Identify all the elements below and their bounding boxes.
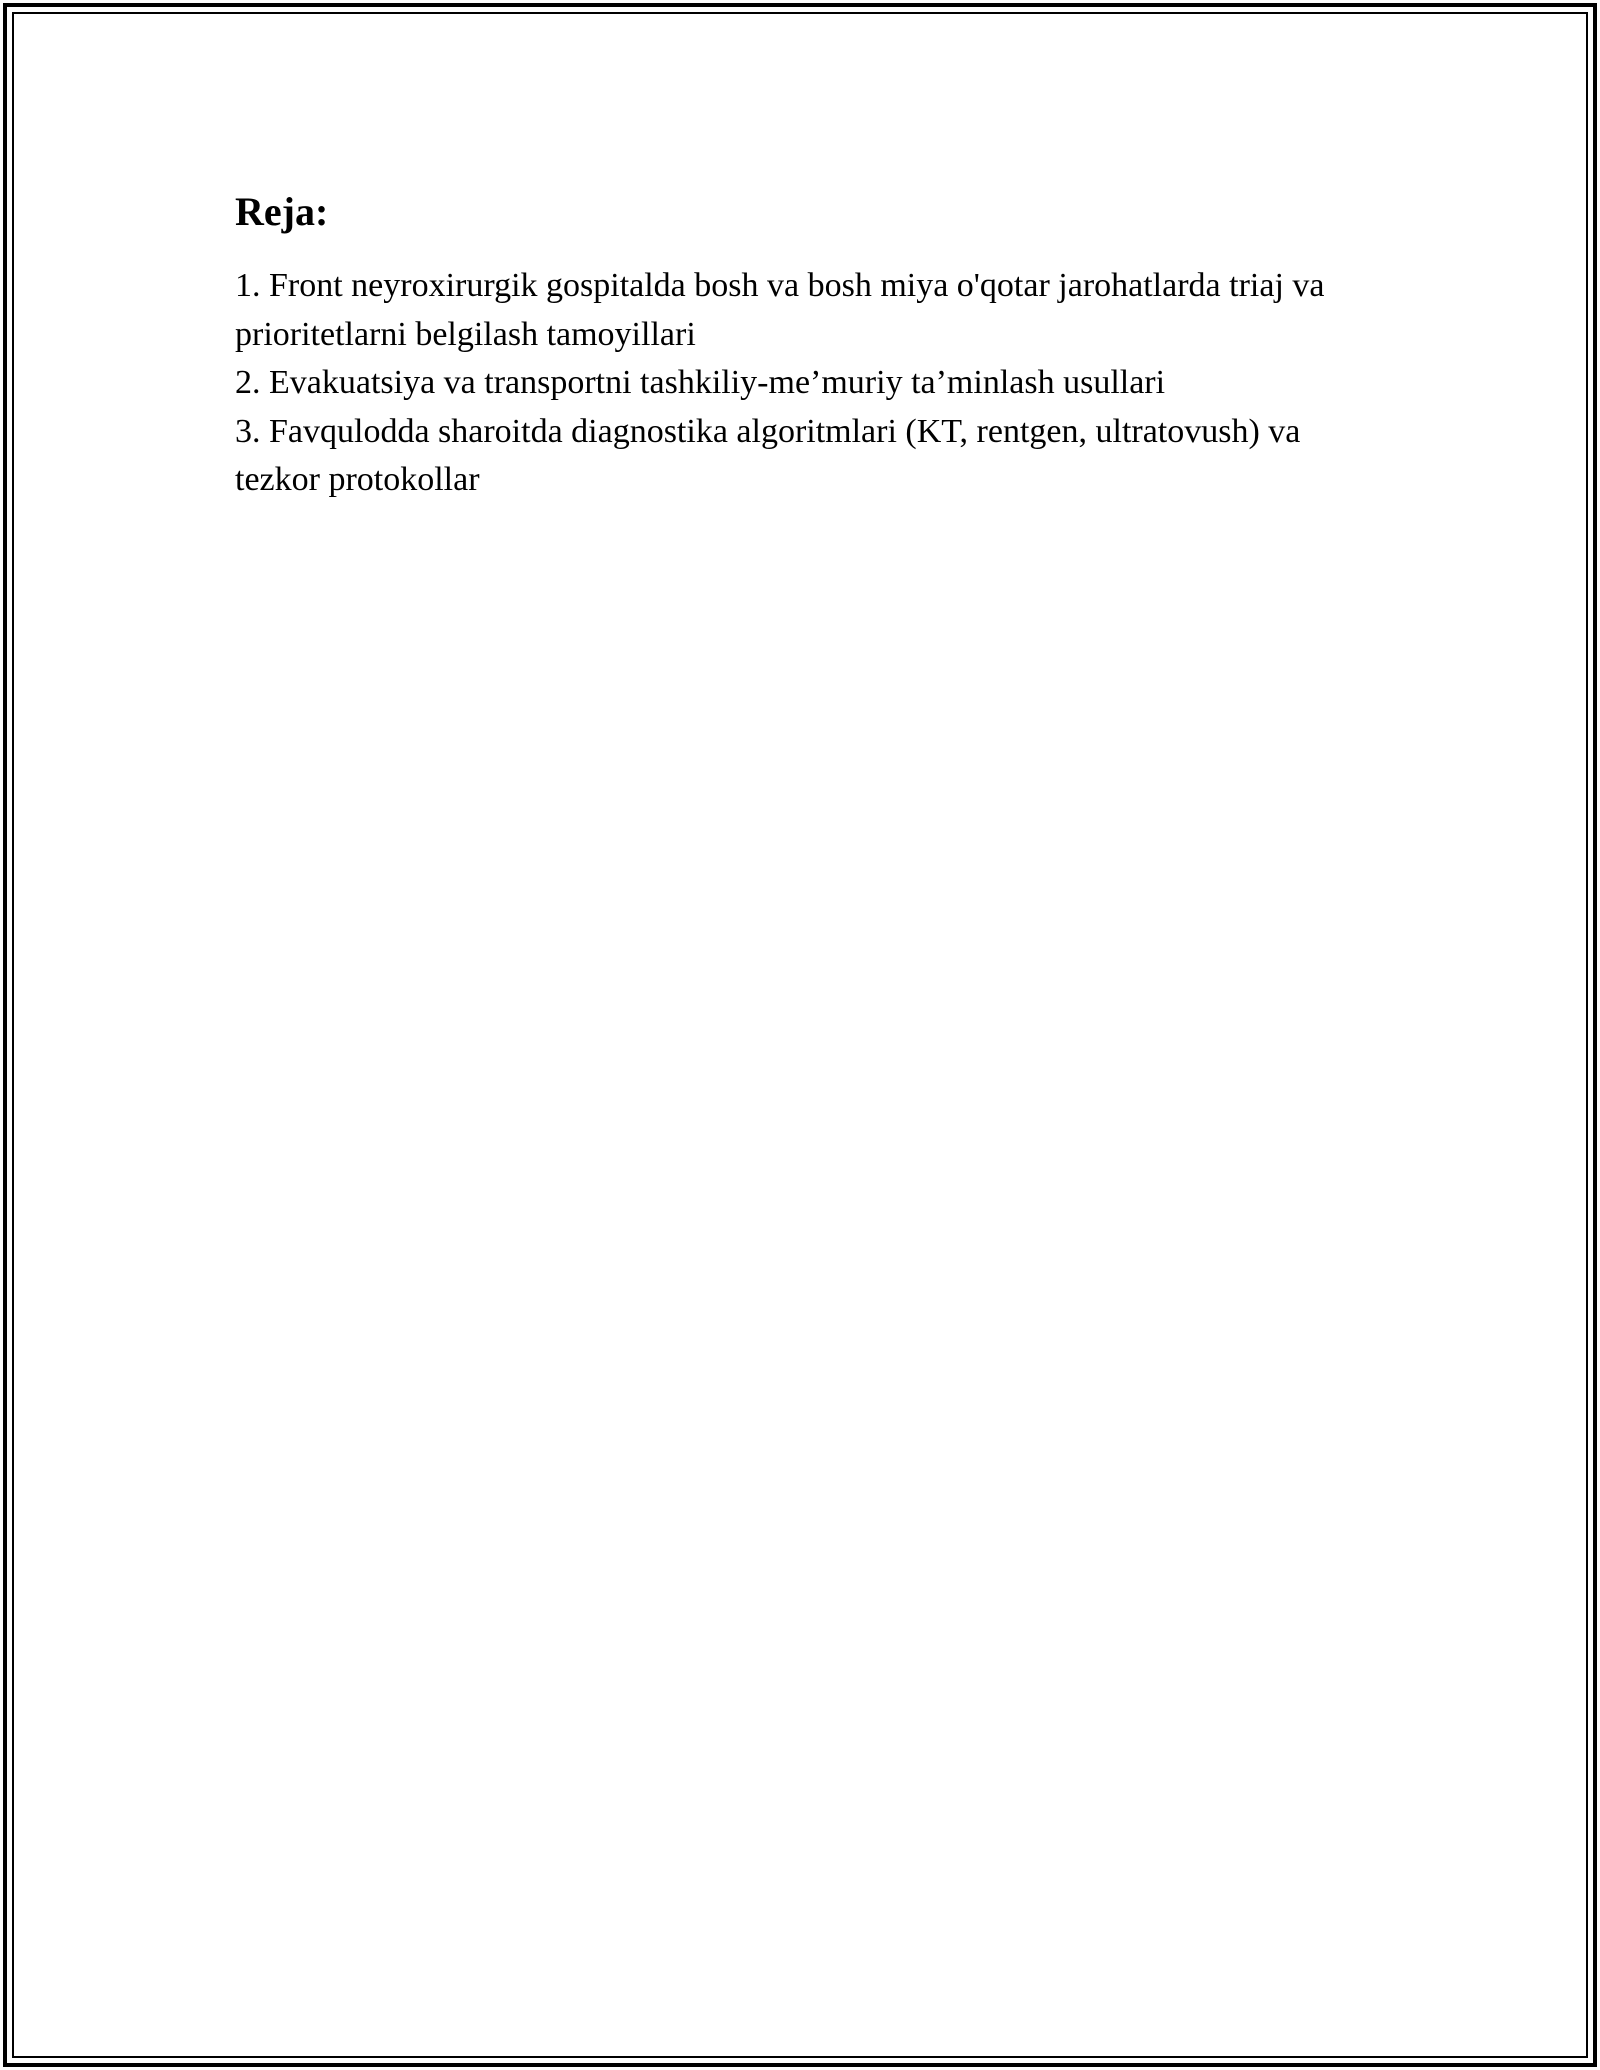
plan-heading: Reja: <box>235 189 329 234</box>
plan-item-3: 3. Favqulodda sharoitda diagnostika algoritmlari (KT, rentgen, ultratovush) va tezkor protokollar <box>235 412 1301 498</box>
plan-list <box>235 262 1375 505</box>
plan-item-1: 1. Front neyroxirurgik gospitalda bosh va bosh miya o'qotar jarohatlarda triaj va prioritetlarni belgilash tamoyillari <box>235 267 1325 353</box>
plan-item-2: 2. Evakuatsiya va transportni tashkiliy-me’muriy ta’minlash usullari <box>235 364 1166 401</box>
page-content <box>235 184 1375 505</box>
